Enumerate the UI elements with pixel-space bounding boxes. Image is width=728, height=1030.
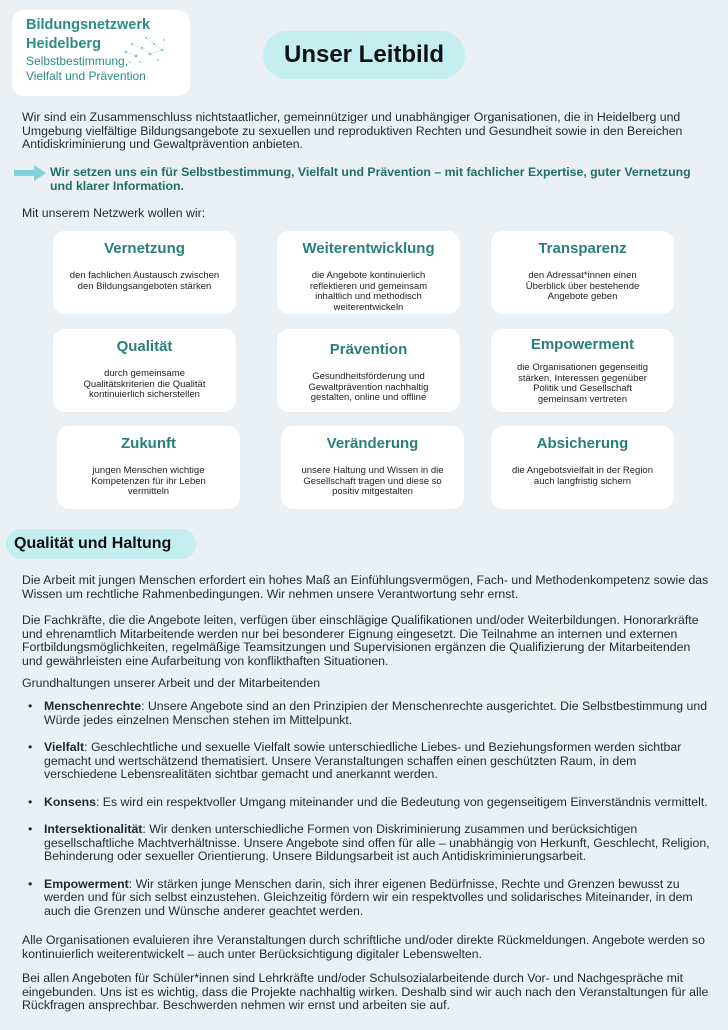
bullet-icon: • — [28, 699, 33, 713]
bullet-icon: • — [28, 794, 33, 809]
paragraph: Grundhaltungen unserer Arbeit und der Mitarbeitenden — [22, 676, 321, 690]
goal-card — [53, 329, 236, 412]
principle-term: Konsens — [44, 794, 96, 809]
logo-box — [12, 10, 190, 96]
goal-description: den Adressat*innen einen Überblick über bestehende Angebote geben — [525, 270, 640, 302]
logo-line-3: Selbstbestimmung, — [26, 54, 129, 68]
network-intro: Mit unserem Netzwerk wollen wir: — [22, 206, 206, 220]
principles-list — [28, 700, 712, 918]
logo-line-4: Vielfalt und Prävention — [26, 69, 146, 83]
paragraph: Die Arbeit mit jungen Menschen erfordert ein hohes Maß an Einfühlungsvermögen, Fach- und Methodenkompetenz sowie das Wissen um rechtliche Rahmenbedingungen. Wir nehmen unsere Verantwortung sehr ernst. — [22, 573, 709, 601]
goal-description: den fachlichen Austausch zwischen den Bildungsangeboten stärken — [69, 270, 220, 292]
list-item — [28, 796, 712, 810]
goal-title: Prävention — [329, 341, 408, 358]
goal-title: Qualität — [116, 338, 173, 355]
goal-card — [491, 329, 674, 412]
principle-text: : Wir denken unterschiedliche Formen von Diskriminierung zusammen und berücksichtigen gesellschaftliche Machtverhältnisse. Unsere Angebote sind offen für alle – unabhängig von Herkunft, Geschlecht, Religion, Behinderung oder sexueller Orientierung. Unsere Bildungsarbeit ist auch Antidiskriminierungsarbeit. — [44, 822, 710, 863]
bullet-icon: • — [28, 822, 33, 836]
goal-card — [57, 426, 240, 509]
goal-description: durch gemeinsame Qualitätskriterien die Qualität kontinuierlich sicherstellen — [83, 368, 206, 400]
paragraph: Alle Organisationen evaluieren ihre Veranstaltungen durch schriftliche und/oder direkte Rückmeldungen. Angebote werden so kontinuierlich weiterentwickelt – auch unter Berücksichtigung digitaler Lebenswelten. — [22, 933, 705, 961]
principle-term: Menschenrechte — [44, 699, 142, 713]
section-heading: Qualität und Haltung — [6, 529, 196, 559]
bullet-icon: • — [28, 876, 33, 891]
list-item — [28, 700, 712, 727]
goal-card — [277, 329, 460, 412]
intro-paragraph: Wir sind ein Zusammenschluss nichtstaatlicher, gemeinnütziger und unabhängiger Organisationen, die in Heidelberg und Umgebung vielfältige Bildungsangebote zu sexuellen und reproduktiven Rechten und Gesundheit sowie in den Bereichen Antidiskriminierung und Gewaltprävention anbieten. — [22, 110, 683, 151]
goal-title: Zukunft — [121, 435, 176, 452]
goal-title: Transparenz — [538, 240, 627, 257]
goal-title: Veränderung — [326, 435, 419, 452]
goal-card — [277, 231, 460, 314]
principle-text: : Unsere Angebote sind an den Prinzipien der Menschenrechte ausgerichtet. Die Selbstbestimmung und Würde jedes einzelnen Menschen stehen im Mittelpunkt. — [44, 699, 708, 727]
goal-title: Absicherung — [536, 435, 629, 452]
bullet-icon: • — [28, 740, 33, 754]
goal-description: Gesundheitsförderung und Gewaltprävention nachhaltig gestalten, online und offline — [308, 371, 429, 403]
goal-description: jungen Menschen wichtige Kompetenzen für ihr Leben vermitteln — [91, 465, 206, 497]
arrow-right-icon — [14, 165, 46, 181]
principle-text: : Wir stärken junge Menschen darin, sich ihrer eigenen Bedürfnisse, Rechte und Grenzen bewusst zu werden und für sich selbst einzustehen. Gleichzeitig fördern wir ein respektvolles und solidarisches Miteinander, in dem auch die Grenzen und Wünsche anderer geachtet werden. — [44, 876, 693, 918]
list-item — [28, 741, 712, 782]
goal-title: Empowerment — [530, 336, 635, 353]
goal-title: Weiterentwicklung — [302, 240, 435, 257]
logo-line-1: Bildungsnetzwerk — [26, 17, 151, 33]
principle-term: Intersektionalität — [44, 822, 143, 836]
goal-card — [491, 231, 674, 314]
principle-text: : Geschlechtliche und sexuelle Vielfalt sowie unterschiedliche Liebes- und Beziehungsformen werden sichtbar gemacht und wertschätzend thematisiert. Unsere Veranstaltungen schaffen einen geschützten Raum, in dem verschiedene Lebensrealitäten sichtbar gemacht und anerkannt werden. — [44, 740, 682, 781]
principle-text: : Es wird ein respektvoller Umgang miteinander und die Bedeutung von gegenseitigem Einverständnis vermittelt. — [95, 794, 708, 809]
goal-description: die Angebote kontinuierlich reflektieren und gemeinsam inhaltlich und methodisch weiterentwickeln — [309, 270, 428, 313]
list-item — [28, 878, 712, 919]
goal-title: Vernetzung — [104, 240, 185, 257]
logo-line-2: Heidelberg — [26, 36, 101, 52]
list-item — [28, 823, 712, 864]
goal-card — [53, 231, 236, 314]
network-dots-icon — [122, 32, 168, 68]
goal-description: die Organisationen gegenseitig stärken, Interessen gegenüber Politik und Gesellschaft gemeinsam vertreten — [517, 362, 648, 405]
paragraph: Bei allen Angeboten für Schüler*innen sind Lehrkräfte und/oder Schulsozialarbeitende durch Vor- und Nachgespräche mit eingebunden. Uns ist es wichtig, dass die Projekte nachhaltig wirken. Deshalb sind wir auch nach den Veranstaltungen für alle Rückfragen ansprechbar. Beschwerden nehmen wir ernst und arbeiten sie auf. — [22, 971, 709, 1012]
principle-term: Vielfalt — [44, 740, 85, 754]
goal-card — [491, 426, 674, 509]
goal-card — [281, 426, 464, 509]
goal-description: unsere Haltung und Wissen in die Gesellschaft tragen und diese so positiv mitgestalten — [301, 465, 444, 497]
page-title: Unser Leitbild — [263, 31, 465, 79]
goal-description: die Angebotsvielfalt in der Region auch langfristig sichern — [511, 465, 653, 487]
mission-statement: Wir setzen uns ein für Selbstbestimmung, Vielfalt und Prävention – mit fachlicher Expertise, guter Vernetzung und klarer Information. — [50, 165, 691, 193]
paragraph: Die Fachkräfte, die die Angebote leiten, verfügen über einschlägige Qualifikationen und/oder Weiterbildungen. Honorarkräfte und ehrenamtlich Mitarbeitende werden nur bei besonderer Eignung eingesetzt. Die Teilnahme an internen und externen Fortbildungsmöglichkeiten, regelmäßige Teamsitzungen und Supervisionen ergänzen die Qualifizierung der Mitarbeitenden und gewährleisten eine Aufarbeitung von konflikthaften Situationen. — [22, 613, 699, 668]
principle-term: Empowerment — [44, 876, 129, 891]
